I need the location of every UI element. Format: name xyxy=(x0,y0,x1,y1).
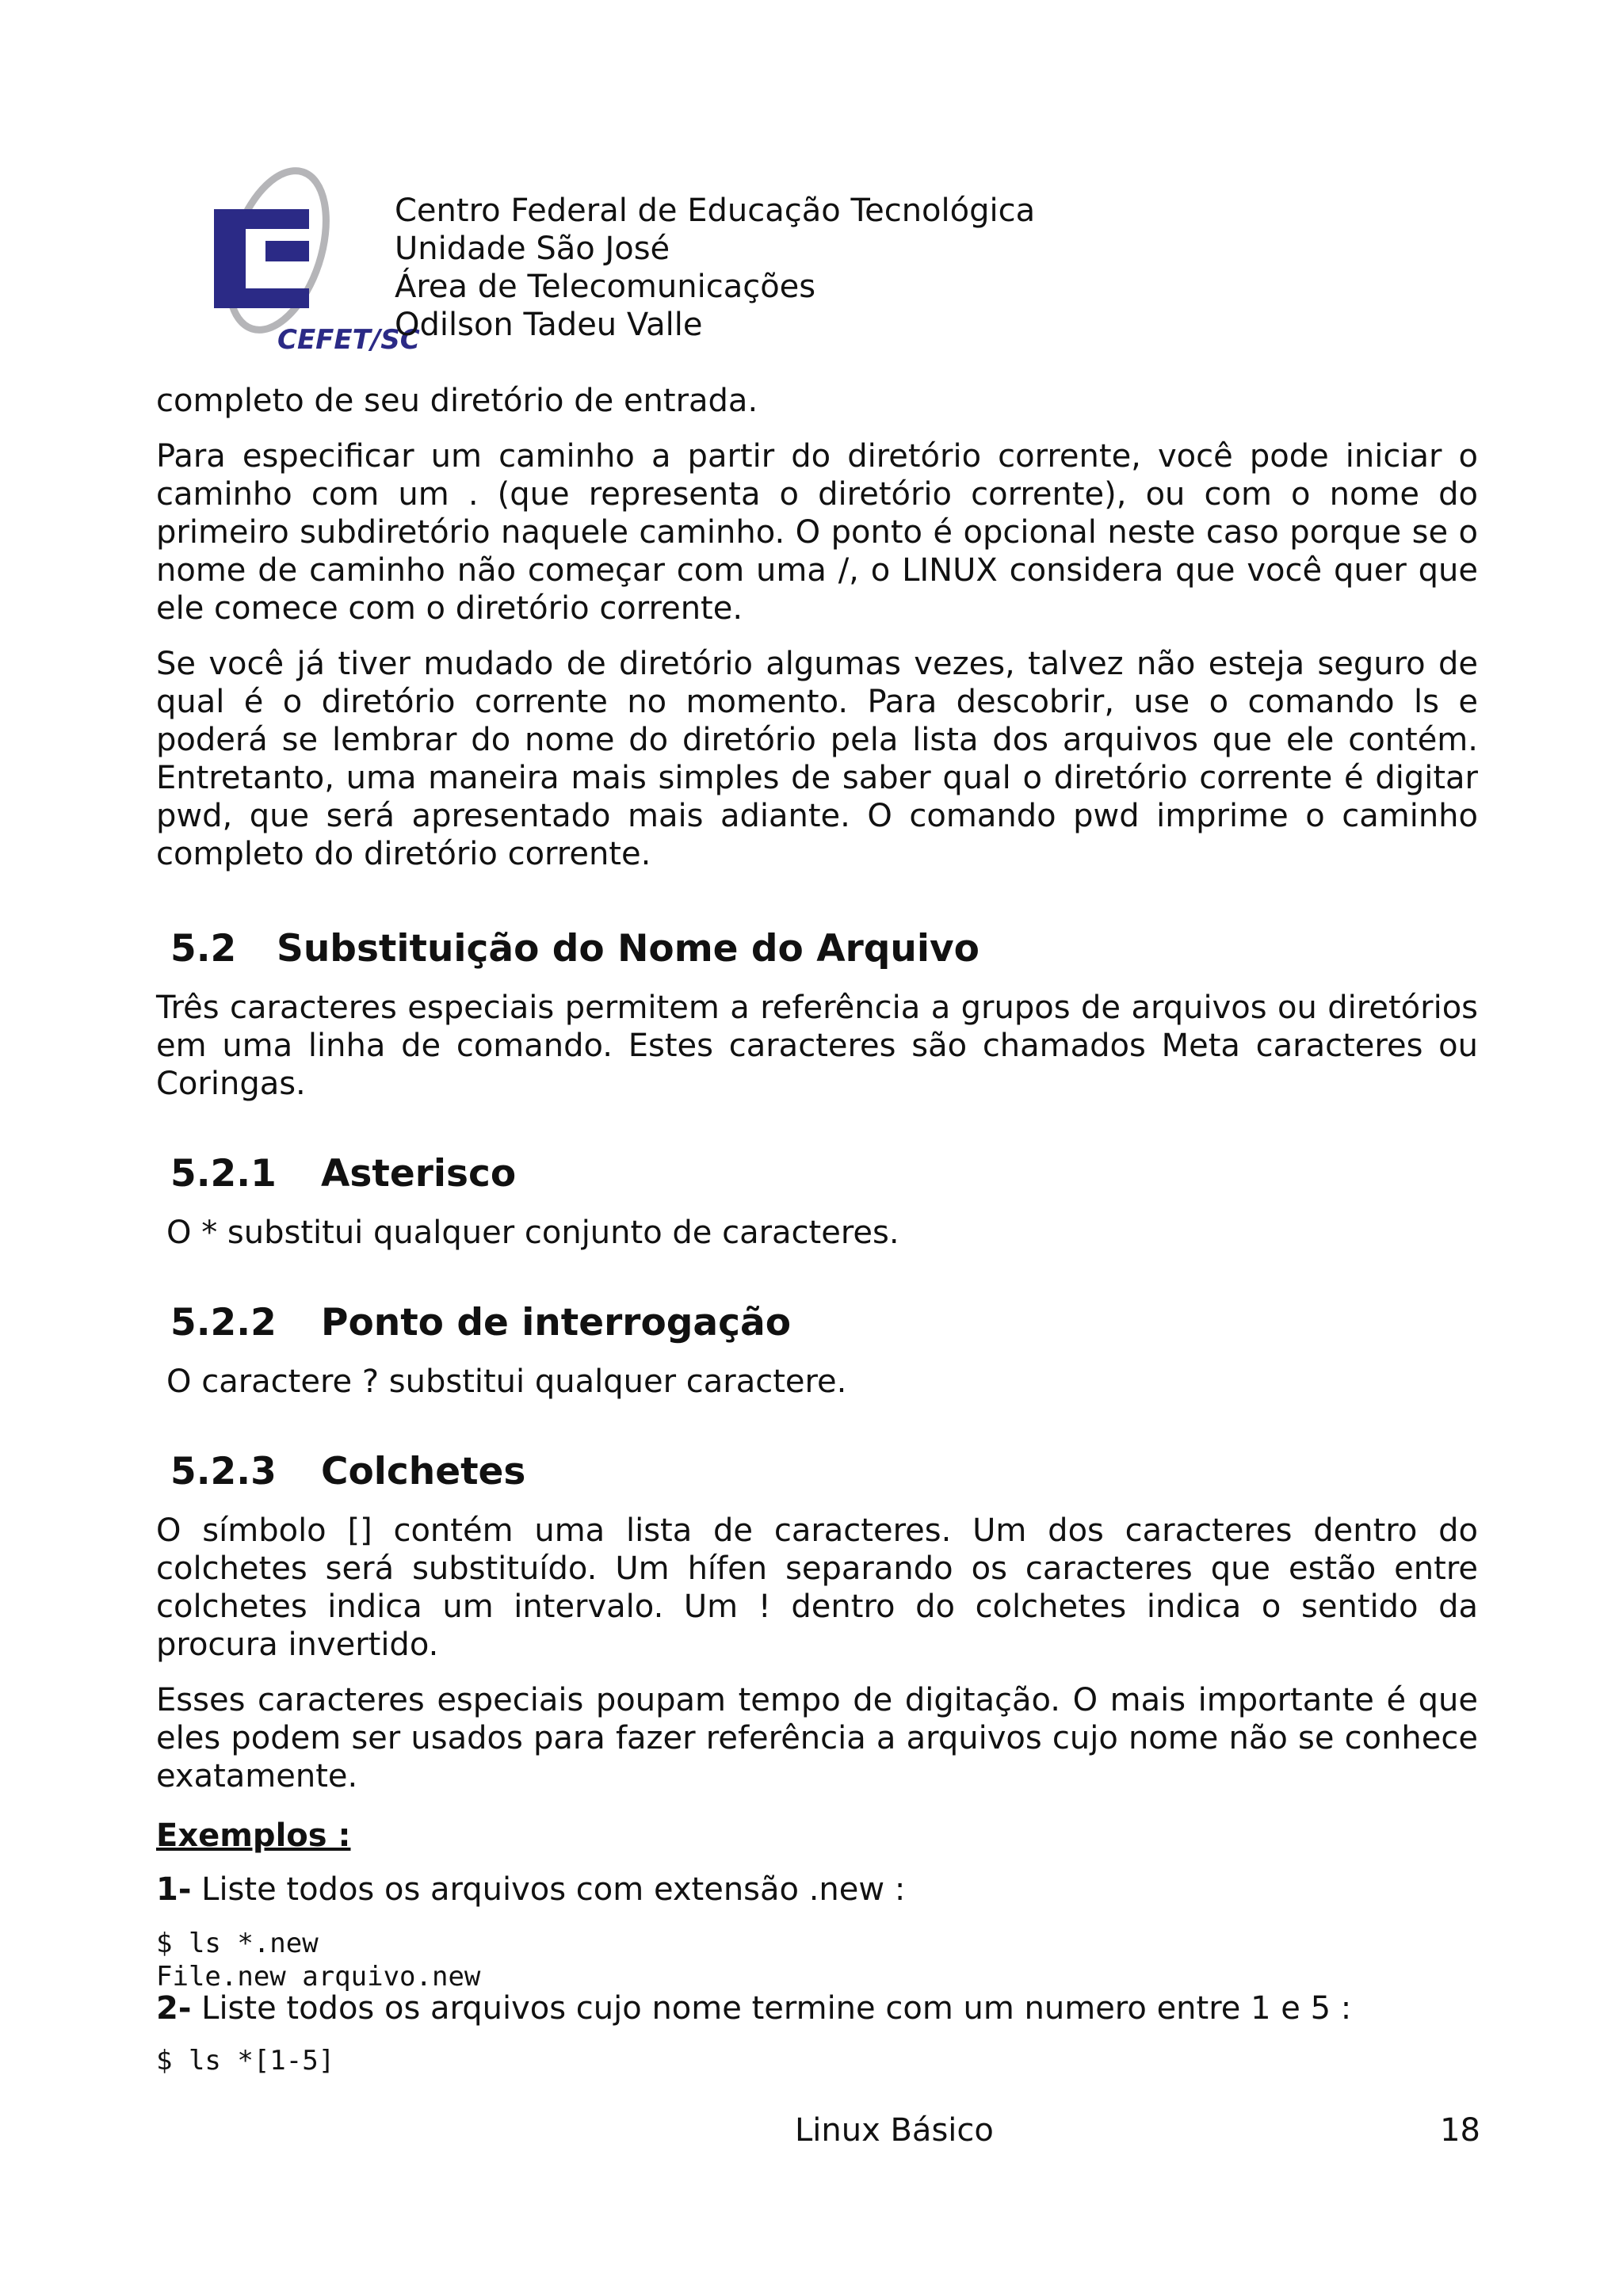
paragraph: Se você já tiver mudado de diretório algumas vezes, talvez não esteja seguro de qual é o diretório corrente no momento. Para descobrir, use o comando ls e poderá se lembrar do nome do diretório pela lista dos arquivos que ele contém. Entretanto, uma maneira mais simples de saber qual o diretório corrente é digitar pwd, que será apresentado mais adiante. O comando pwd imprime o caminho completo do diretório corrente. xyxy=(156,646,1478,872)
section-title: Substituição do Nome do Arquivo xyxy=(277,927,980,971)
subsection-heading xyxy=(170,1301,791,1344)
page-number: 18 xyxy=(1440,2112,1480,2149)
cefet-logo xyxy=(190,162,420,356)
page-header xyxy=(190,162,1537,360)
code-line: File.new arquivo.new xyxy=(156,1961,481,1993)
example-description: Liste todos os arquivos com extensão .new : xyxy=(191,1871,906,1908)
example-1 xyxy=(156,1871,905,1908)
subsection-heading xyxy=(170,1450,525,1493)
logo-text: CEFET/SC xyxy=(277,324,420,356)
example-description: Liste todos os arquivos cujo nome termine com um numero entre 1 e 5 : xyxy=(191,1990,1352,2027)
subsection-number: 5.2.1 xyxy=(170,1152,277,1196)
paragraph: Para especificar um caminho a partir do diretório corrente, você pode iniciar o caminho com um . (que representa o diretório corrente), ou com o nome do primeiro subdiretório naquele caminho. O ponto é opcional neste caso porque se o nome de caminho não começar com uma /, o LINUX considera que você quer que ele comece com o diretório corrente. xyxy=(156,438,1478,627)
code-line: $ ls *[1-5] xyxy=(156,2045,335,2077)
org-line: Centro Federal de Educação Tecnológica xyxy=(395,193,1036,229)
subsection-number: 5.2.2 xyxy=(170,1301,277,1344)
intro-text xyxy=(156,382,1478,891)
org-line: Unidade São José xyxy=(395,231,670,267)
example-number: 1- xyxy=(156,1871,192,1908)
subsection-title: Asterisco xyxy=(321,1152,517,1196)
example-number: 2- xyxy=(156,1990,192,2027)
section-text xyxy=(156,989,1478,1120)
subsection-text: O * substitui qualquer conjunto de caracteres. xyxy=(166,1215,899,1251)
code-line: $ ls *.new xyxy=(156,1928,319,1959)
paragraph: O símbolo [] contém uma lista de caracteres. Um dos caracteres dentro do colchetes será substituído. Um hífen separando os caracteres que estão entre colchetes indica um intervalo. Um ! dentro do colchetes indica o sentido da procura invertido. xyxy=(156,1512,1478,1663)
organization-info xyxy=(395,192,1035,344)
paragraph: completo de seu diretório de entrada. xyxy=(156,383,758,419)
org-line: Área de Telecomunicações xyxy=(395,269,816,305)
subsection-number: 5.2.3 xyxy=(170,1450,277,1493)
subsection-title: Ponto de interrogação xyxy=(321,1301,791,1344)
examples-title: Exemplos : xyxy=(156,1817,351,1854)
paragraph: Três caracteres especiais permitem a referência a grupos de arquivos ou diretórios em uma linha de comando. Estes caracteres são chamados Meta caracteres ou Coringas. xyxy=(156,990,1478,1102)
subsection-text xyxy=(156,1512,1478,1813)
example-2 xyxy=(156,1990,1351,2027)
footer-title: Linux Básico xyxy=(795,2112,994,2149)
subsection-heading xyxy=(170,1152,516,1196)
subsection-title: Colchetes xyxy=(321,1450,526,1493)
section-number: 5.2 xyxy=(170,927,237,971)
section-heading xyxy=(170,927,980,971)
paragraph: Esses caracteres especiais poupam tempo de digitação. O mais importante é que eles podem ser usados para fazer referência a arquivos cujo nome não se conhece exatamente. xyxy=(156,1682,1478,1794)
org-line: Odilson Tadeu Valle xyxy=(395,307,703,343)
subsection-text: O caractere ? substitui qualquer caractere. xyxy=(166,1363,847,1400)
